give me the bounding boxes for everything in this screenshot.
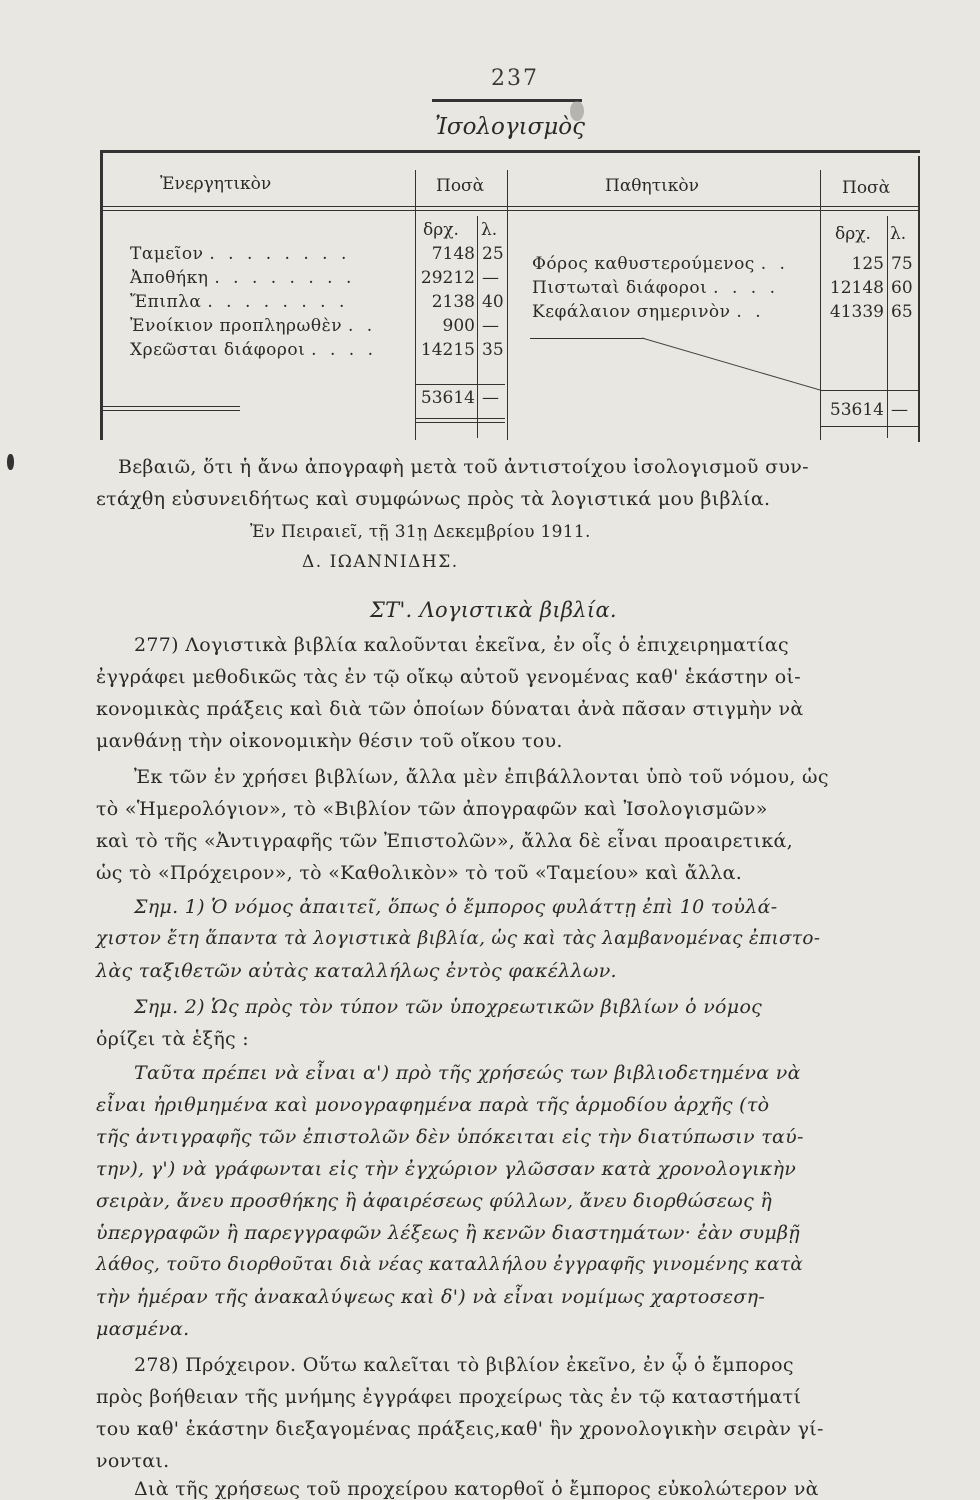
note-line: εἶναι ἠριθμημένα καὶ μονογραφημένα παρὰ τῆς ἁρμοδίου ἀρχῆς (τὸ (96, 1094, 770, 1116)
note-line: λὰς ταξιθετῶν αὐτὰς καταλλήλως ἐντὸς φακέλλων. (96, 960, 617, 982)
liability-lepta: 75 (891, 254, 913, 274)
double-rule-right (820, 426, 918, 427)
note-line: την), γ') νὰ γράφωνται εἰς τὴν ἐγχώριον γλῶσσαν κατὰ χρονολογικὴν (96, 1158, 797, 1180)
liability-row: Πιστωταὶ διάφοροι . . . . (532, 278, 779, 298)
paragraph-line: 277) Λογιστικὰ βιβλία καλοῦνται ἐκεῖνα, ἐν οἷς ὁ ἐπιχειρηματίας (134, 634, 789, 656)
ink-dot (7, 454, 14, 470)
total-left: 53614 (420, 388, 475, 408)
asset-row: Ἀποθήκη . . . . . . . . (130, 268, 356, 288)
right-border (918, 156, 920, 442)
note-line: Ταῦτα πρέπει νὰ εἶναι α') πρὸ τῆς χρήσεώς των βιβλιοδετημένα νὰ (134, 1062, 801, 1084)
note-line: τῆς ἀντιγραφῆς τῶν ἐπιστολῶν δὲν ὑπόκειται εἰς τὴν διατύπωσιν ταύ- (96, 1126, 804, 1148)
paragraph-line: τὸ «Ἡμερολόγιον», τὸ «Βιβλίον τῶν ἀπογραφῶν καὶ Ἰσολογισμῶν» (96, 798, 768, 820)
asset-drachmas: 14215 (420, 340, 475, 360)
drachma-lepta-divider-left (477, 216, 478, 438)
asset-drachmas: 29212 (420, 268, 475, 288)
paragraph-line: καὶ τὸ τῆς «Ἀντιγραφῆς τῶν Ἐπιστολῶν», ἄλλα δὲ εἶναι προαιρετικά, (96, 830, 794, 852)
paragraph-line: μανθάνῃ τὴν οἰκονομικὴν θέσιν τοῦ οἴκου του. (96, 730, 563, 752)
unit-lepta-right: λ. (890, 224, 907, 244)
col-liabilities-header: Παθητικὸν (605, 176, 699, 196)
liability-lepta: 65 (891, 302, 913, 322)
double-rule-left-2 (415, 422, 505, 423)
paragraph-line: ὡς τὸ «Πρόχειρον», τὸ «Καθολικὸν» τὸ τοῦ «Ταμείου» καὶ ἄλλα. (96, 862, 743, 884)
total-rule-left-2 (100, 410, 240, 411)
signature: Δ. ΙΩΑΝΝΙΔΗΣ. (302, 552, 459, 572)
certification-line: Βεβαιῶ, ὅτι ἡ ἄνω ἀπογραφὴ μετὰ τοῦ ἀντιστοίχου ἰσολογισμοῦ συν- (118, 456, 809, 478)
header-rule-2 (100, 210, 920, 211)
col-amount-right-header: Ποσὰ (842, 178, 891, 198)
double-rule-left (415, 418, 505, 419)
asset-row: Ἔπιπλα . . . . . . . . (130, 292, 349, 312)
subtotal-rule-right (820, 390, 918, 391)
note-line: σειρὰν, ἄνευ προσθήκης ἢ ἀφαιρέσεως φύλλων, ἄνευ διορθώσεως ἢ (96, 1190, 773, 1212)
unit-drachma-left: δρχ. (423, 220, 459, 240)
col-assets-header: Ἐνεργητικὸν (160, 174, 272, 194)
subtotal-rule-left (415, 384, 505, 385)
page-number-rule (432, 99, 582, 102)
unit-drachma-right: δρχ. (835, 224, 871, 244)
note-line: μασμένα. (96, 1318, 190, 1340)
asset-lepta: — (482, 268, 499, 288)
section-title: ΣΤ'. Λογιστικὰ βιβλία. (370, 598, 617, 622)
paragraph-line: Ἐκ τῶν ἐν χρήσει βιβλίων, ἄλλα μὲν ἐπιβάλλονται ὑπὸ τοῦ νόμου, ὡς (134, 766, 829, 788)
asset-row: Ταμεῖον . . . . . . . . (130, 244, 351, 264)
certification-line: ετάχθη εὐσυνειδήτως καὶ συμφώνως πρὸς τὰ λογιστικά μου βιβλία. (96, 488, 771, 510)
liability-row: Κεφάλαιον σημερινὸν . . (532, 302, 765, 322)
paragraph-line: πρὸς βοήθειαν τῆς μνήμης ἐγγράφει προχείρως τὰς ἐν τῷ καταστήματί (96, 1386, 802, 1408)
header-rule (100, 206, 920, 207)
amount-liabilities-divider (507, 170, 508, 440)
drachma-lepta-divider-right (887, 216, 888, 438)
total-right: 53614 (829, 400, 884, 420)
paragraph-line: Διὰ τῆς χρήσεως τοῦ προχείρου κατορθοῖ ὁ ἔμπορος εὐκολώτερον νὰ (134, 1478, 819, 1500)
page-number: 237 (491, 66, 539, 91)
col-amount-header: Ποσὰ (436, 176, 485, 196)
liability-lepta: 60 (891, 278, 913, 298)
paragraph-line: του καθ' ἑκάστην διεξαγομένας πράξεις,καθ' ἣν χρονολογικὴν σειρὰν γί- (96, 1418, 824, 1440)
total-rule-left (100, 406, 240, 407)
liability-row: Φόρος καθυστερούμενος . . (532, 254, 789, 274)
paragraph-line: νονται. (96, 1450, 170, 1472)
asset-drachmas: 7148 (431, 244, 475, 264)
asset-lepta: 25 (482, 244, 504, 264)
asset-drachmas: 900 (442, 316, 475, 336)
place-date: Ἐν Πειραιεῖ, τῇ 31ῃ Δεκεμβρίου 1911. (250, 522, 591, 542)
balance-sheet-table (100, 150, 920, 440)
asset-row: Ἐνοίκιον προπληρωθὲν . . (130, 316, 377, 336)
paragraph-line: ἐγγράφει μεθοδικῶς τὰς ἐν τῷ οἴκῳ αὐτοῦ γενομένας καθ' ἑκάστην οἰ- (96, 666, 801, 688)
unit-lepta-left: λ. (481, 220, 498, 240)
asset-lepta: 40 (482, 292, 504, 312)
note-line: Σημ. 1) Ὁ νόμος ἀπαιτεῖ, ὅπως ὁ ἔμπορος φυλάττῃ ἐπὶ 10 τοὐλά- (134, 896, 778, 918)
liabilities-underline (530, 338, 645, 339)
note-line: ὁρίζει τὰ ἑξῆς : (96, 1028, 249, 1050)
note-line: χιστον ἔτη ἅπαντα τὰ λογιστικὰ βιβλία, ὡς καὶ τὰς λαμβανομένας ἐπιστο- (96, 928, 821, 949)
total-left-lepta: — (482, 388, 499, 408)
asset-drachmas: 2138 (431, 292, 475, 312)
note-line: τὴν ἡμέραν τῆς ἀνακαλύψεως καὶ δ') νὰ εἶναι νομίμως χαρτοσεση- (96, 1286, 766, 1308)
total-right-lepta: — (891, 400, 908, 420)
asset-row: Χρεῶσται διάφοροι . . . . (130, 340, 377, 360)
note-line: ὑπεργραφῶν ἢ παρεγγραφῶν λέξεως ἢ κενῶν διαστημάτων· ἐὰν συμβῇ (96, 1222, 800, 1244)
table-top-rule (100, 150, 920, 153)
liability-drachmas: 41339 (829, 302, 884, 322)
paragraph-line: κονομικὰς πράξεις καὶ διὰ τῶν ὁποίων δύναται ἀνὰ πᾶσαν στιγμὴν νὰ (96, 698, 804, 720)
running-title: Ἰσολογισμὸς (434, 114, 586, 140)
liability-drachmas: 125 (851, 254, 884, 274)
paragraph-line: 278) Πρόχειρον. Οὕτω καλεῖται τὸ βιβλίον ἐκεῖνο, ἐν ᾧ ὁ ἔμπορος (134, 1354, 794, 1376)
closing-diagonal-line (640, 336, 822, 392)
asset-lepta: 35 (482, 340, 504, 360)
asset-lepta: — (482, 316, 499, 336)
left-border (100, 150, 103, 440)
note-line: λάθος, τοῦτο διορθοῦται διὰ νέας καταλλήλου ἐγγραφῆς γινομένης κατὰ (96, 1254, 804, 1275)
note-line: Σημ. 2) Ὡς πρὸς τὸν τύπον τῶν ὑποχρεωτικῶν βιβλίων ὁ νόμος (134, 996, 763, 1018)
liability-drachmas: 12148 (829, 278, 884, 298)
